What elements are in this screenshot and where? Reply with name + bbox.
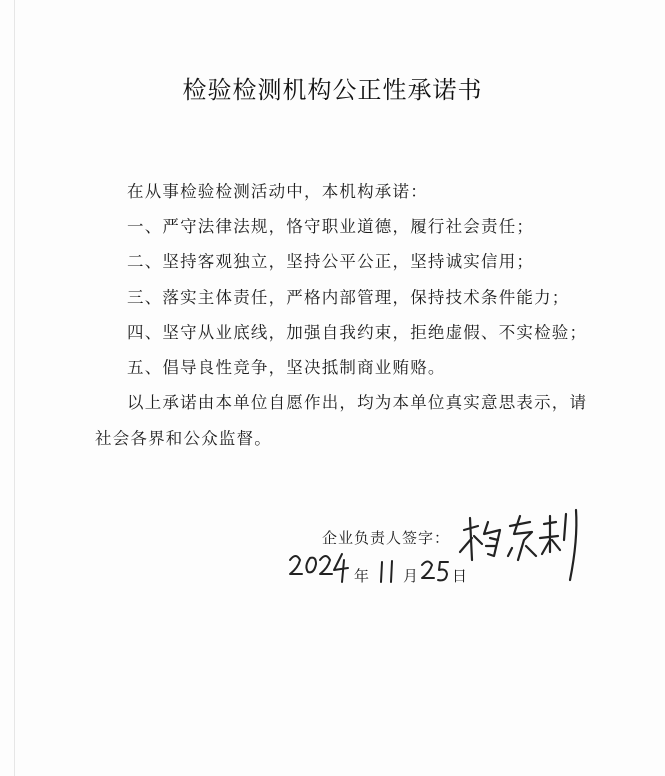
handwritten-day <box>420 556 452 588</box>
commitment-item-4: 四、坚守从业底线，加强自我约束，拒绝虚假、不实检验； <box>127 323 588 342</box>
handwritten-month <box>376 556 400 588</box>
commitment-item-3: 三、落实主体责任，严格内部管理，保持技术条件能力； <box>127 288 570 307</box>
closing-line-2: 社会各界和公众监督。 <box>95 429 272 448</box>
date-year-char: 年 <box>354 567 370 585</box>
date-month-char: 月 <box>403 567 419 585</box>
scan-edge-line <box>14 0 15 776</box>
closing-line-1: 以上承诺由本单位自愿作出，均为本单位真实意思表示，请 <box>127 393 588 412</box>
commitment-item-1: 一、严守法律法规，恪守职业道德，履行社会责任； <box>127 217 535 236</box>
signature-label: 企业负责人签字： <box>322 529 451 547</box>
handwritten-signature <box>450 500 590 590</box>
date-day-char: 日 <box>452 567 468 585</box>
commitment-item-5: 五、倡导良性竞争，坚决抵制商业贿赂。 <box>127 358 446 377</box>
intro-line: 在从事检验检测活动中，本机构承诺： <box>127 182 428 201</box>
commitment-item-2: 二、坚持客观独立，坚持公平公正，坚持诚实信用； <box>127 252 535 271</box>
document-title: 检验检测机构公正性承诺书 <box>182 76 483 104</box>
handwritten-year <box>286 548 350 588</box>
